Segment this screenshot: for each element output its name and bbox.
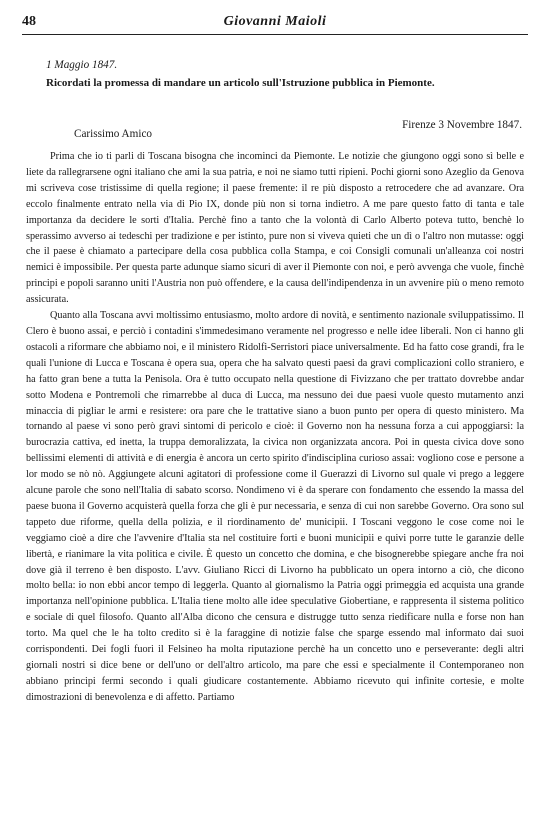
page-number: 48 — [22, 14, 36, 29]
page-header — [22, 14, 528, 35]
running-head: Giovanni Maioli — [223, 14, 327, 29]
note-date: 1 Maggio 1847. — [46, 59, 118, 71]
paragraph-1: Prima che io ti parli di Toscana bisogna che incominci da Piemonte. Le notizie che giungono oggi sono sì belle e liete da rallegrarsene ogni italiano che ami la sua patria, e noi ne siamo tutti ripieni. Pochi giorni sono Azeglio da Genova mi scriveva cose tristissime di quella regione; il paese fremente: il re più disposto a retrocedere che ad avanzare. Ora eccolo finalmente entrato nella via di Pio IX, donde più non si torna indietro. A me pare questo fatto di tanta e tale importanza da decidere le sorti d'Italia. Perchè fino a tanto che la volontà di Carlo Alberto poteva tutto, benchè lo sperassimo avverso ai tedeschi per tradizione e per istinto, pure non si viveva quieti che un dì o l'altro non mutasse: oggi che il paese è chiamato a partecipare della cosa pubblica colla Stampa, e coi Consigli comunali un'alleanza coi nostri nemici è impossibile. Per questa parte adunque siamo sicuri di aver il Piemonte con noi, e però avvenga che vuole, finchè principi e popoli saranno uniti l'Austria non può offendere, e la causa dell'indipendenza in un avvenire più o meno remoto assicurata. — [26, 151, 524, 306]
letter-salutation: Carissimo Amico — [74, 128, 153, 140]
dated-note — [46, 56, 528, 93]
note-reminder: Ricordati la promessa di mandare un articolo sull'Istruzione pubblica in Piemonte. — [46, 77, 435, 90]
letter-place-date: Firenze 3 Novembre 1847. — [402, 119, 522, 131]
letter-body — [26, 149, 524, 706]
paragraph-2: Quanto alla Toscana avvi moltissimo entusiasmo, molto ardore di novità, e sentimento nazionale sviluppatissimo. Il Clero è buono assai, e perciò i contadini s'immedesimano veramente nel progresso e nelle idee liberali. Non ci hanno gli ostacoli a riformare che abbiamo noi, e il ministero Ridolfi-Serristori piace universalmente. Ed ha fatto cose grandi, fra le quali l'unione di Lucca e Toscana è opera sua, opera che ha salvato questi paesi da gravi complicazioni collo straniero, e ha fatto gran bene a tutta la Penisola. Ora è tutto occupato nella questione di Fivizzano che per trattato dovrebbe andar sotto Modena e Pontremoli che rimarrebbe al duca di Lucca, ma nessuno dei due paesi vuole questo mutamento anzi minaccia di pigliar le armi e resistere: ora pare che le trattative siano a buon punto per opera di questo ministero. Ma tornando al paese vi sono però gravi sintomi di pericolo e cioè: il Governo non ha nessuna forza a cui appoggiarsi: la burocrazia cattiva, ed inetta, la truppa demoralizzata, la civica non organizzata ancora. Poi in questa civica dove sono bellissimi elementi di attività e di energia è ancora un certo spirito d'indisciplina curioso assai: vogliono cose e persone a lor modo se nò nò. Aggiungete alcuni agitatori di professione come il Guerazzi di Livorno sul quale vi prego a leggere alcune parole che sono nell'Italia di sabato scorso. Nondimeno vi è da sperare con fondamento che essendo la massa del paese buona il Governo acquisterà quella forza che gli è pur necessaria, e senza di cui non sarebbe Governo. Ora sono sul tappeto due riforme, quella della polizia, e il riordinamento de' municipii. I Toscani veggono le cose come noi le veggiamo cioè a dire che l'avvenire d'Italia sta nel costituire forti e buoni municipii e quivi porre tutte le garanzie delle libertà, e rianimare la vita politica e civile. È questo un concetto che domina, e che bisognerebbe spiegare anche fra noi dove già il terreno è ben disposto. L'avv. Giuliano Ricci di Livorno ha pubblicato un opera intorno a ciò, che dicono molto bella: io non ebbi ancor tempo di leggerla. Quanto al giornalismo la Patria oggi primeggia ed acquista una grande importanza nell'opinione pubblica. L'Italia tiene molto alle idee speculative Giobertiane, e rappresenta il sistema politico e sociale di quel filosofo. Quanto all'Alba dicono che censura e distrugge tutto senza riedificare nulla e forse non han torto. Ma quel che le ha tolto credito si è la faraggine di notizie false che sparge essendo mal informato dai suoi corrispondenti. Dei fogli fuori il Felsineo ha molta riputazione perchè ha un concetto uno e perseverante: degli altri giornali nostri si dice bene or dell'uno or dell'altro articolo, ma pare che essi e specialmente il Contemporaneo non abbiano principi fermi secondo i quali giudicare costantemente. Abbiamo ricevuto qui infinite cortesie, e molte dimostrazioni di benevolenza e di affetto. Partiamo — [26, 310, 524, 703]
